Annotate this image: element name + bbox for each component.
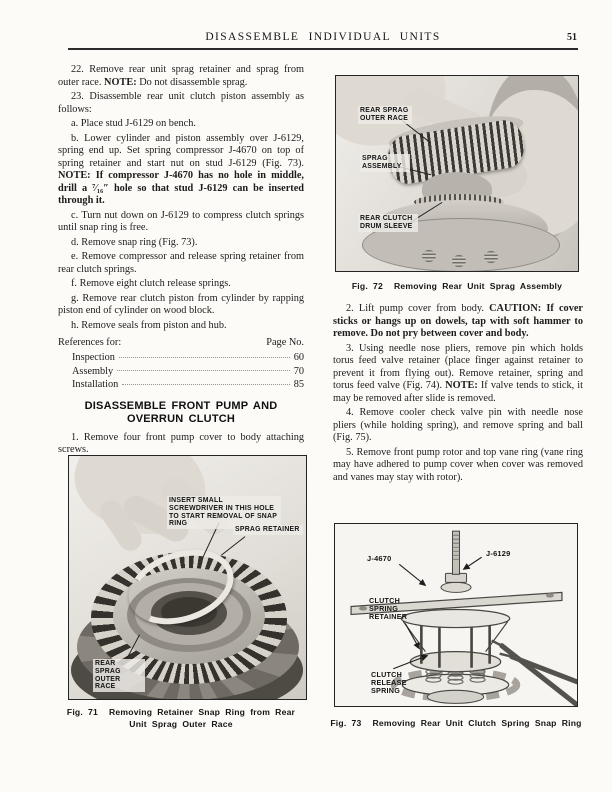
fig73-boss bbox=[441, 582, 471, 592]
fig73-bar-hole-right bbox=[546, 593, 554, 597]
paragraph-step-23: 23. Disassemble rear unit clutch piston assembly as follows: bbox=[58, 91, 304, 115]
paragraph-step-2 bbox=[333, 303, 583, 341]
paragraph-step-23c: c. Turn nut down on J-6129 to compress clutch springs until snap ring is free. bbox=[58, 209, 304, 233]
fig72-spring-1 bbox=[422, 250, 436, 262]
fig73-spring-retainer bbox=[410, 652, 500, 672]
figure-73-illustration bbox=[334, 523, 578, 707]
step-23b-text: b. Lower cylinder and piston assembly over J-6129, spring end up. Set spring compressor J-4670 on top of spring retainer and start nut on stud J-6129 (Fig. 73). bbox=[58, 132, 304, 169]
fig73-arrow-j6129 bbox=[464, 557, 482, 569]
fig72-label-outer-race: REAR SPRAG OUTER RACE bbox=[358, 106, 412, 124]
paragraph-step-23e: e. Remove compressor and release spring retainer from rear clutch springs. bbox=[58, 251, 304, 275]
figure-71-photo bbox=[68, 455, 307, 700]
step-22-note-label: NOTE: bbox=[104, 76, 137, 88]
fig73-base-hub bbox=[427, 690, 483, 703]
fig72-spring-3 bbox=[484, 251, 498, 263]
reference-row-installation bbox=[58, 378, 304, 392]
step-3-text: 3. Using needle nose pliers, remove pin which holds torus feed valve retainer (place finger against retainer to prevent it from flying out). Remove retainer, spring and torus feed valve (Fig. 74). bbox=[333, 342, 583, 391]
paragraph-step-4: 4. Remove cooler check valve pin with needle nose pliers (while holding spring), and remove spring and ball (Fig. 75). bbox=[333, 407, 583, 443]
fig73-label-j4670: J-4670 bbox=[367, 554, 392, 563]
figure-72-caption bbox=[335, 281, 579, 293]
dotted-leader bbox=[119, 357, 290, 358]
paragraph-step-23h: h. Remove seals from piston and hub. bbox=[71, 319, 227, 331]
paragraph-step-22 bbox=[58, 64, 304, 89]
figure-73-title: Removing Rear Unit Clutch Spring Snap Ring bbox=[372, 718, 582, 728]
reference-page: 85 bbox=[293, 379, 304, 390]
section-heading: DISASSEMBLE FRONT PUMP AND OVERRUN CLUTCH bbox=[84, 399, 278, 425]
figure-71-caption bbox=[58, 707, 304, 730]
right-column bbox=[333, 303, 583, 486]
reference-page: 60 bbox=[293, 352, 304, 363]
figure-72-photo bbox=[335, 75, 579, 272]
step-23b-note: NOTE: If compressor J-4670 has no hole in middle, drill a ⁷⁄₁₆″ hole so that stud J-6129 can be inserted through it. bbox=[58, 170, 304, 206]
paragraph-step-1: 1. Remove four front pump cover to body attaching screws. bbox=[58, 431, 304, 455]
reference-row-assembly bbox=[58, 365, 304, 379]
figure-71-title: Removing Retainer Snap Ring from Rear Unit Sprag Outer Race bbox=[109, 707, 296, 729]
paragraph-step-23g: g. Remove rear clutch piston from cylinder by rapping piston end of cylinder on wood block. bbox=[58, 292, 304, 316]
reference-label: Installation bbox=[72, 379, 119, 390]
step-3-note-label: NOTE: bbox=[445, 380, 478, 391]
paragraph-step-5: 5. Remove front pump rotor and top vane ring (vane ring may have adhered to pump cover when cover was removed and vanes may stay with rotor). bbox=[333, 446, 583, 483]
paragraph-step-23b bbox=[58, 133, 304, 208]
fig73-arrow-j4670 bbox=[399, 564, 425, 585]
fig72-label-sprag-assembly: SPRAG ASSEMBLY bbox=[360, 154, 410, 172]
fig73-stud bbox=[452, 531, 459, 574]
references-page-no-header: Page No. bbox=[266, 337, 304, 348]
figure-72-title: Removing Rear Unit Sprag Assembly bbox=[393, 281, 563, 291]
dotted-leader bbox=[117, 370, 290, 371]
fig73-compressor-plate bbox=[401, 609, 509, 627]
page-number: 51 bbox=[567, 32, 577, 43]
fig71-label-screwdriver-note: INSERT SMALL SCREWDRIVER IN THIS HOLE TO START REMOVAL OF SNAP RING bbox=[167, 496, 281, 529]
step-2-text: 2. Lift pump cover from body. bbox=[346, 303, 490, 314]
fig73-arrow-retainer bbox=[405, 624, 419, 649]
reference-label: Assembly bbox=[72, 365, 114, 377]
left-column bbox=[58, 64, 304, 459]
step-22-text: 22. Remove rear unit sprag retainer and sprag from outer race. bbox=[58, 64, 304, 88]
header-rule bbox=[68, 48, 578, 50]
references-title: References for: bbox=[58, 337, 122, 348]
step-2-caution: CAUTION: If cover sticks or hangs up on dowels, tap with soft hammer to remove. Do not pry between cover and body. bbox=[333, 303, 583, 339]
figure-72-number: Fig. 72 bbox=[351, 281, 383, 291]
fig73-label-j6129: J-6129 bbox=[486, 549, 511, 558]
paragraph-step-3 bbox=[333, 343, 583, 406]
step-22-note-rest: Do not disassemble sprag. bbox=[136, 76, 248, 88]
references-header bbox=[58, 336, 304, 349]
reference-row-inspection bbox=[58, 351, 304, 365]
fig71-label-outer-race: REAR SPRAG OUTER RACE bbox=[93, 659, 145, 692]
fig72-label-drum-sleeve: REAR CLUTCH DRUM SLEEVE bbox=[358, 214, 418, 232]
paragraph-step-23d: d. Remove snap ring (Fig. 73). bbox=[71, 236, 198, 248]
fig72-spring-2 bbox=[452, 255, 466, 267]
fig73-bar-hole-left bbox=[359, 606, 367, 610]
fig73-label-spring-retainer: CLUTCH SPRING RETAINER bbox=[369, 596, 408, 622]
figure-73-caption bbox=[328, 718, 584, 730]
paragraph-step-23a: a. Place stud J-6129 on bench. bbox=[71, 118, 196, 129]
references-table bbox=[58, 336, 304, 392]
fig71-label-sprag-retainer: SPRAG RETAINER bbox=[233, 525, 303, 535]
figure-71-number: Fig. 71 bbox=[66, 707, 99, 717]
page-header-title: DISASSEMBLE INDIVIDUAL UNITS bbox=[205, 31, 441, 43]
reference-page: 70 bbox=[293, 365, 304, 377]
fig73-label-release-spring: CLUTCH RELEASE SPRING bbox=[371, 670, 407, 696]
step-3-note-rest: If valve tends to stick, it may be removed after slide is removed. bbox=[333, 380, 583, 404]
paragraph-step-23f: f. Remove eight clutch release springs. bbox=[71, 278, 231, 289]
dotted-leader bbox=[122, 384, 289, 385]
figure-73-number: Fig. 73 bbox=[330, 718, 362, 728]
reference-label: Inspection bbox=[72, 352, 115, 363]
